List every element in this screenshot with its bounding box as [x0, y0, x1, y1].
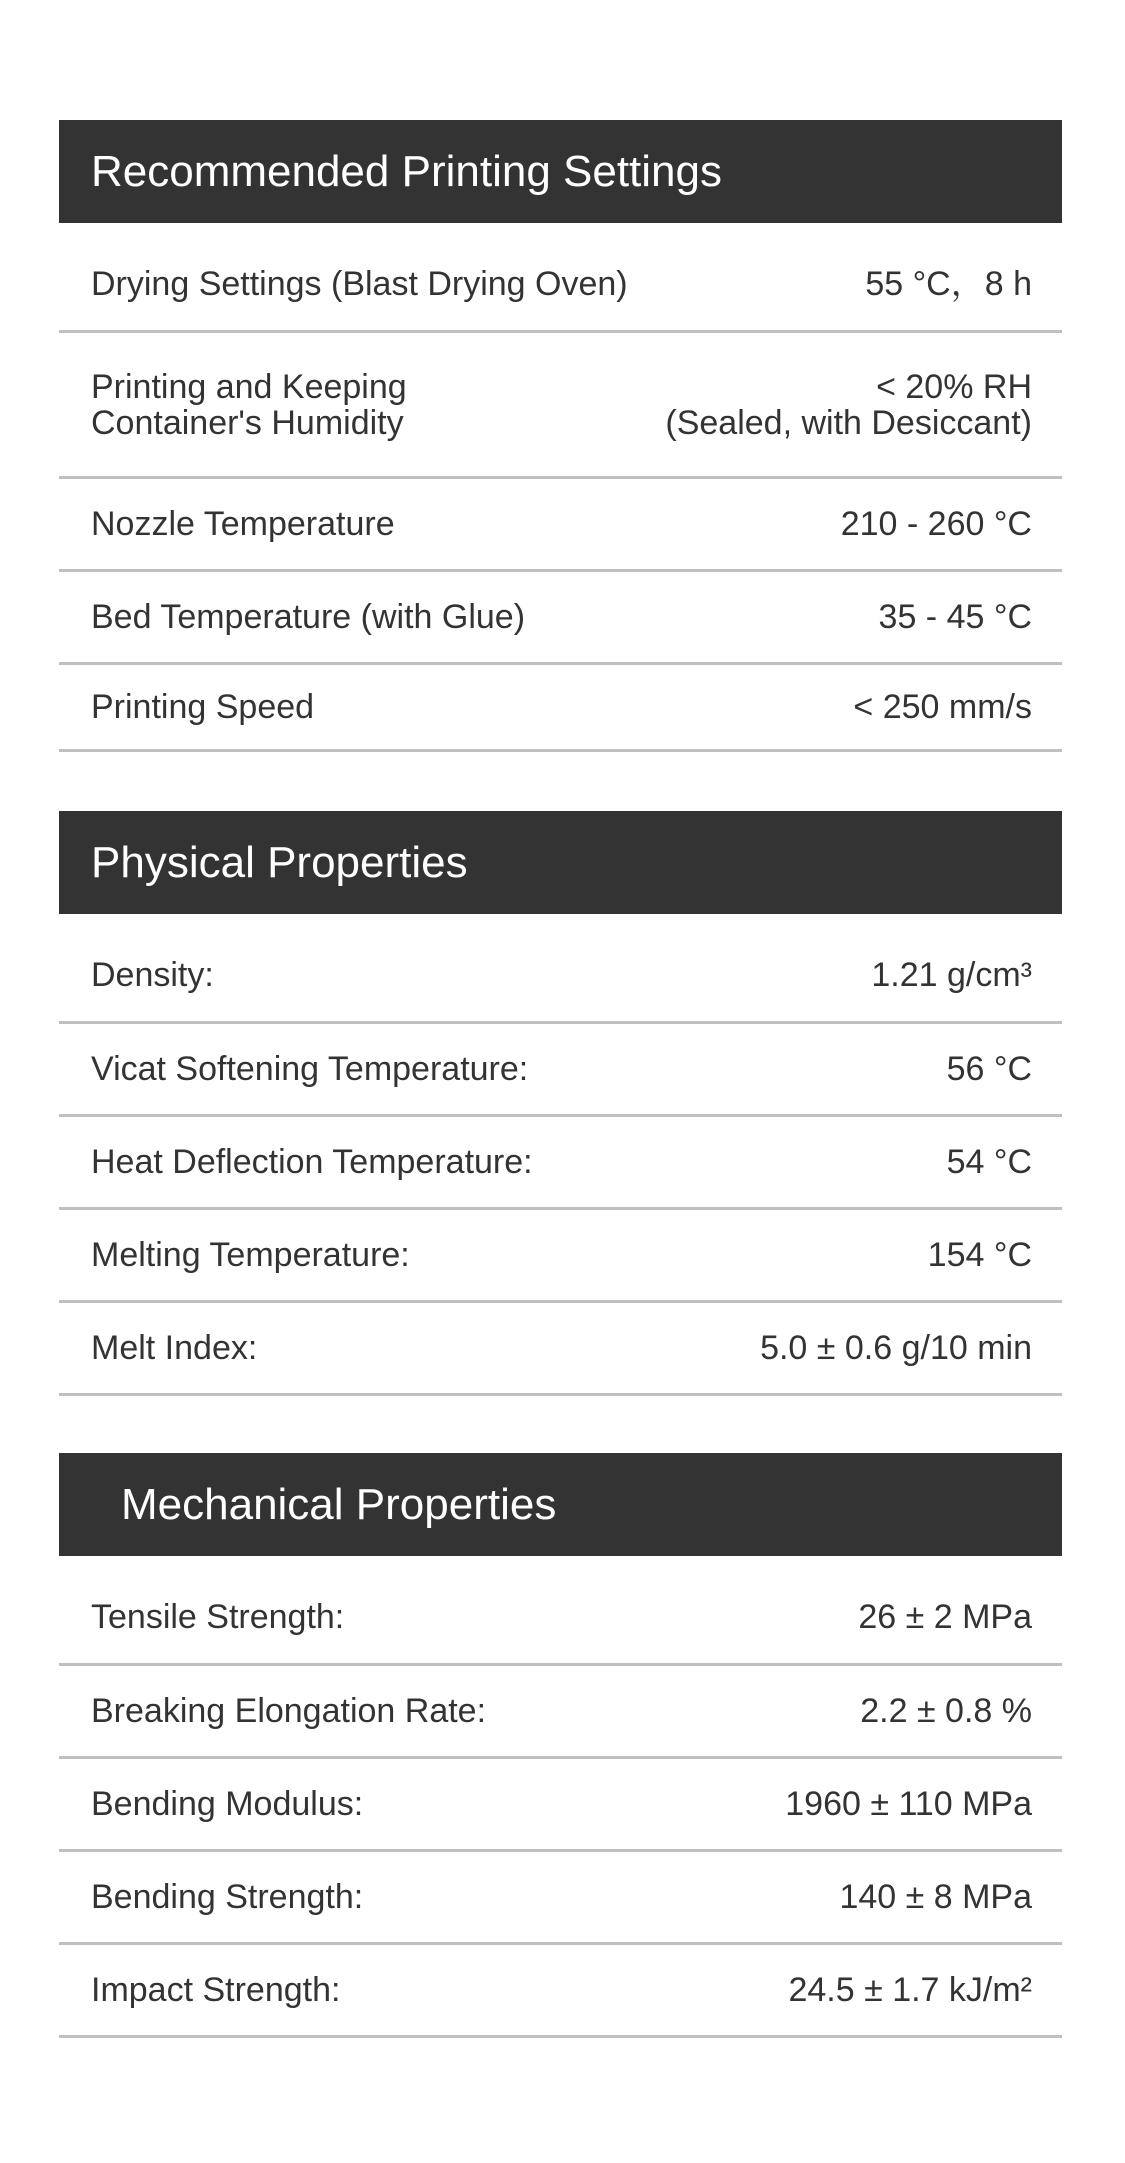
- printing-settings-section: [59, 120, 1062, 752]
- row-value: 2.2 ± 0.8 %: [860, 1692, 1032, 1730]
- row-value: 154 °C: [927, 1236, 1032, 1274]
- section-header: Mechanical Properties: [59, 1453, 1062, 1556]
- row-value: 1960 ± 110 MPa: [785, 1785, 1032, 1823]
- row-label: Drying Settings (Blast Drying Oven): [91, 264, 628, 303]
- table-row: [59, 1852, 1062, 1945]
- row-label: Printing Speed: [91, 688, 315, 726]
- row-value: 210 - 260 °C: [840, 505, 1032, 543]
- row-value: 26 ± 2 MPa: [858, 1597, 1032, 1636]
- table-row: [59, 1666, 1062, 1759]
- row-value: < 250 mm/s: [853, 688, 1032, 726]
- row-label: Density:: [91, 955, 214, 994]
- row-value: 35 - 45 °C: [878, 598, 1032, 636]
- table-row: [59, 1024, 1062, 1117]
- section-header: Recommended Printing Settings: [59, 120, 1062, 223]
- row-label: Printing and Keeping Container's Humidity: [91, 367, 407, 442]
- row-label: Tensile Strength:: [91, 1597, 345, 1636]
- row-label: Heat Deflection Temperature:: [91, 1143, 533, 1181]
- row-label: Vicat Softening Temperature:: [91, 1050, 529, 1088]
- row-label: Melting Temperature:: [91, 1236, 410, 1274]
- row-value: 5.0 ± 0.6 g/10 min: [760, 1329, 1032, 1367]
- table-row: [59, 914, 1062, 1024]
- section-header: Physical Properties: [59, 811, 1062, 914]
- row-label: Bending Strength:: [91, 1878, 364, 1916]
- table-row: [59, 1303, 1062, 1396]
- row-value: 56 °C: [946, 1050, 1032, 1088]
- row-label: Nozzle Temperature: [91, 505, 395, 543]
- table-row: [59, 223, 1062, 333]
- row-label: Breaking Elongation Rate:: [91, 1692, 487, 1730]
- table-row: [59, 479, 1062, 572]
- row-value: 54 °C: [946, 1143, 1032, 1181]
- table-row: [59, 1556, 1062, 1666]
- table-row: [59, 665, 1062, 752]
- row-label: Impact Strength:: [91, 1971, 341, 2009]
- table-row: [59, 1945, 1062, 2038]
- row-value: < 20% RH (Sealed, with Desiccant): [665, 367, 1032, 442]
- table-row: [59, 1117, 1062, 1210]
- physical-properties-section: [59, 811, 1062, 1396]
- row-label: Melt Index:: [91, 1329, 258, 1367]
- table-row: [59, 1210, 1062, 1303]
- row-label: Bending Modulus:: [91, 1785, 364, 1823]
- table-row: [59, 333, 1062, 479]
- row-value: 1.21 g/cm³: [871, 955, 1032, 994]
- row-label: Bed Temperature (with Glue): [91, 598, 526, 636]
- row-value: 55 °C，8 h: [865, 264, 1032, 303]
- row-value: 24.5 ± 1.7 kJ/m²: [788, 1971, 1032, 2009]
- table-row: [59, 572, 1062, 665]
- mechanical-properties-section: [59, 1453, 1062, 2038]
- table-row: [59, 1759, 1062, 1852]
- row-value: 140 ± 8 MPa: [839, 1878, 1032, 1916]
